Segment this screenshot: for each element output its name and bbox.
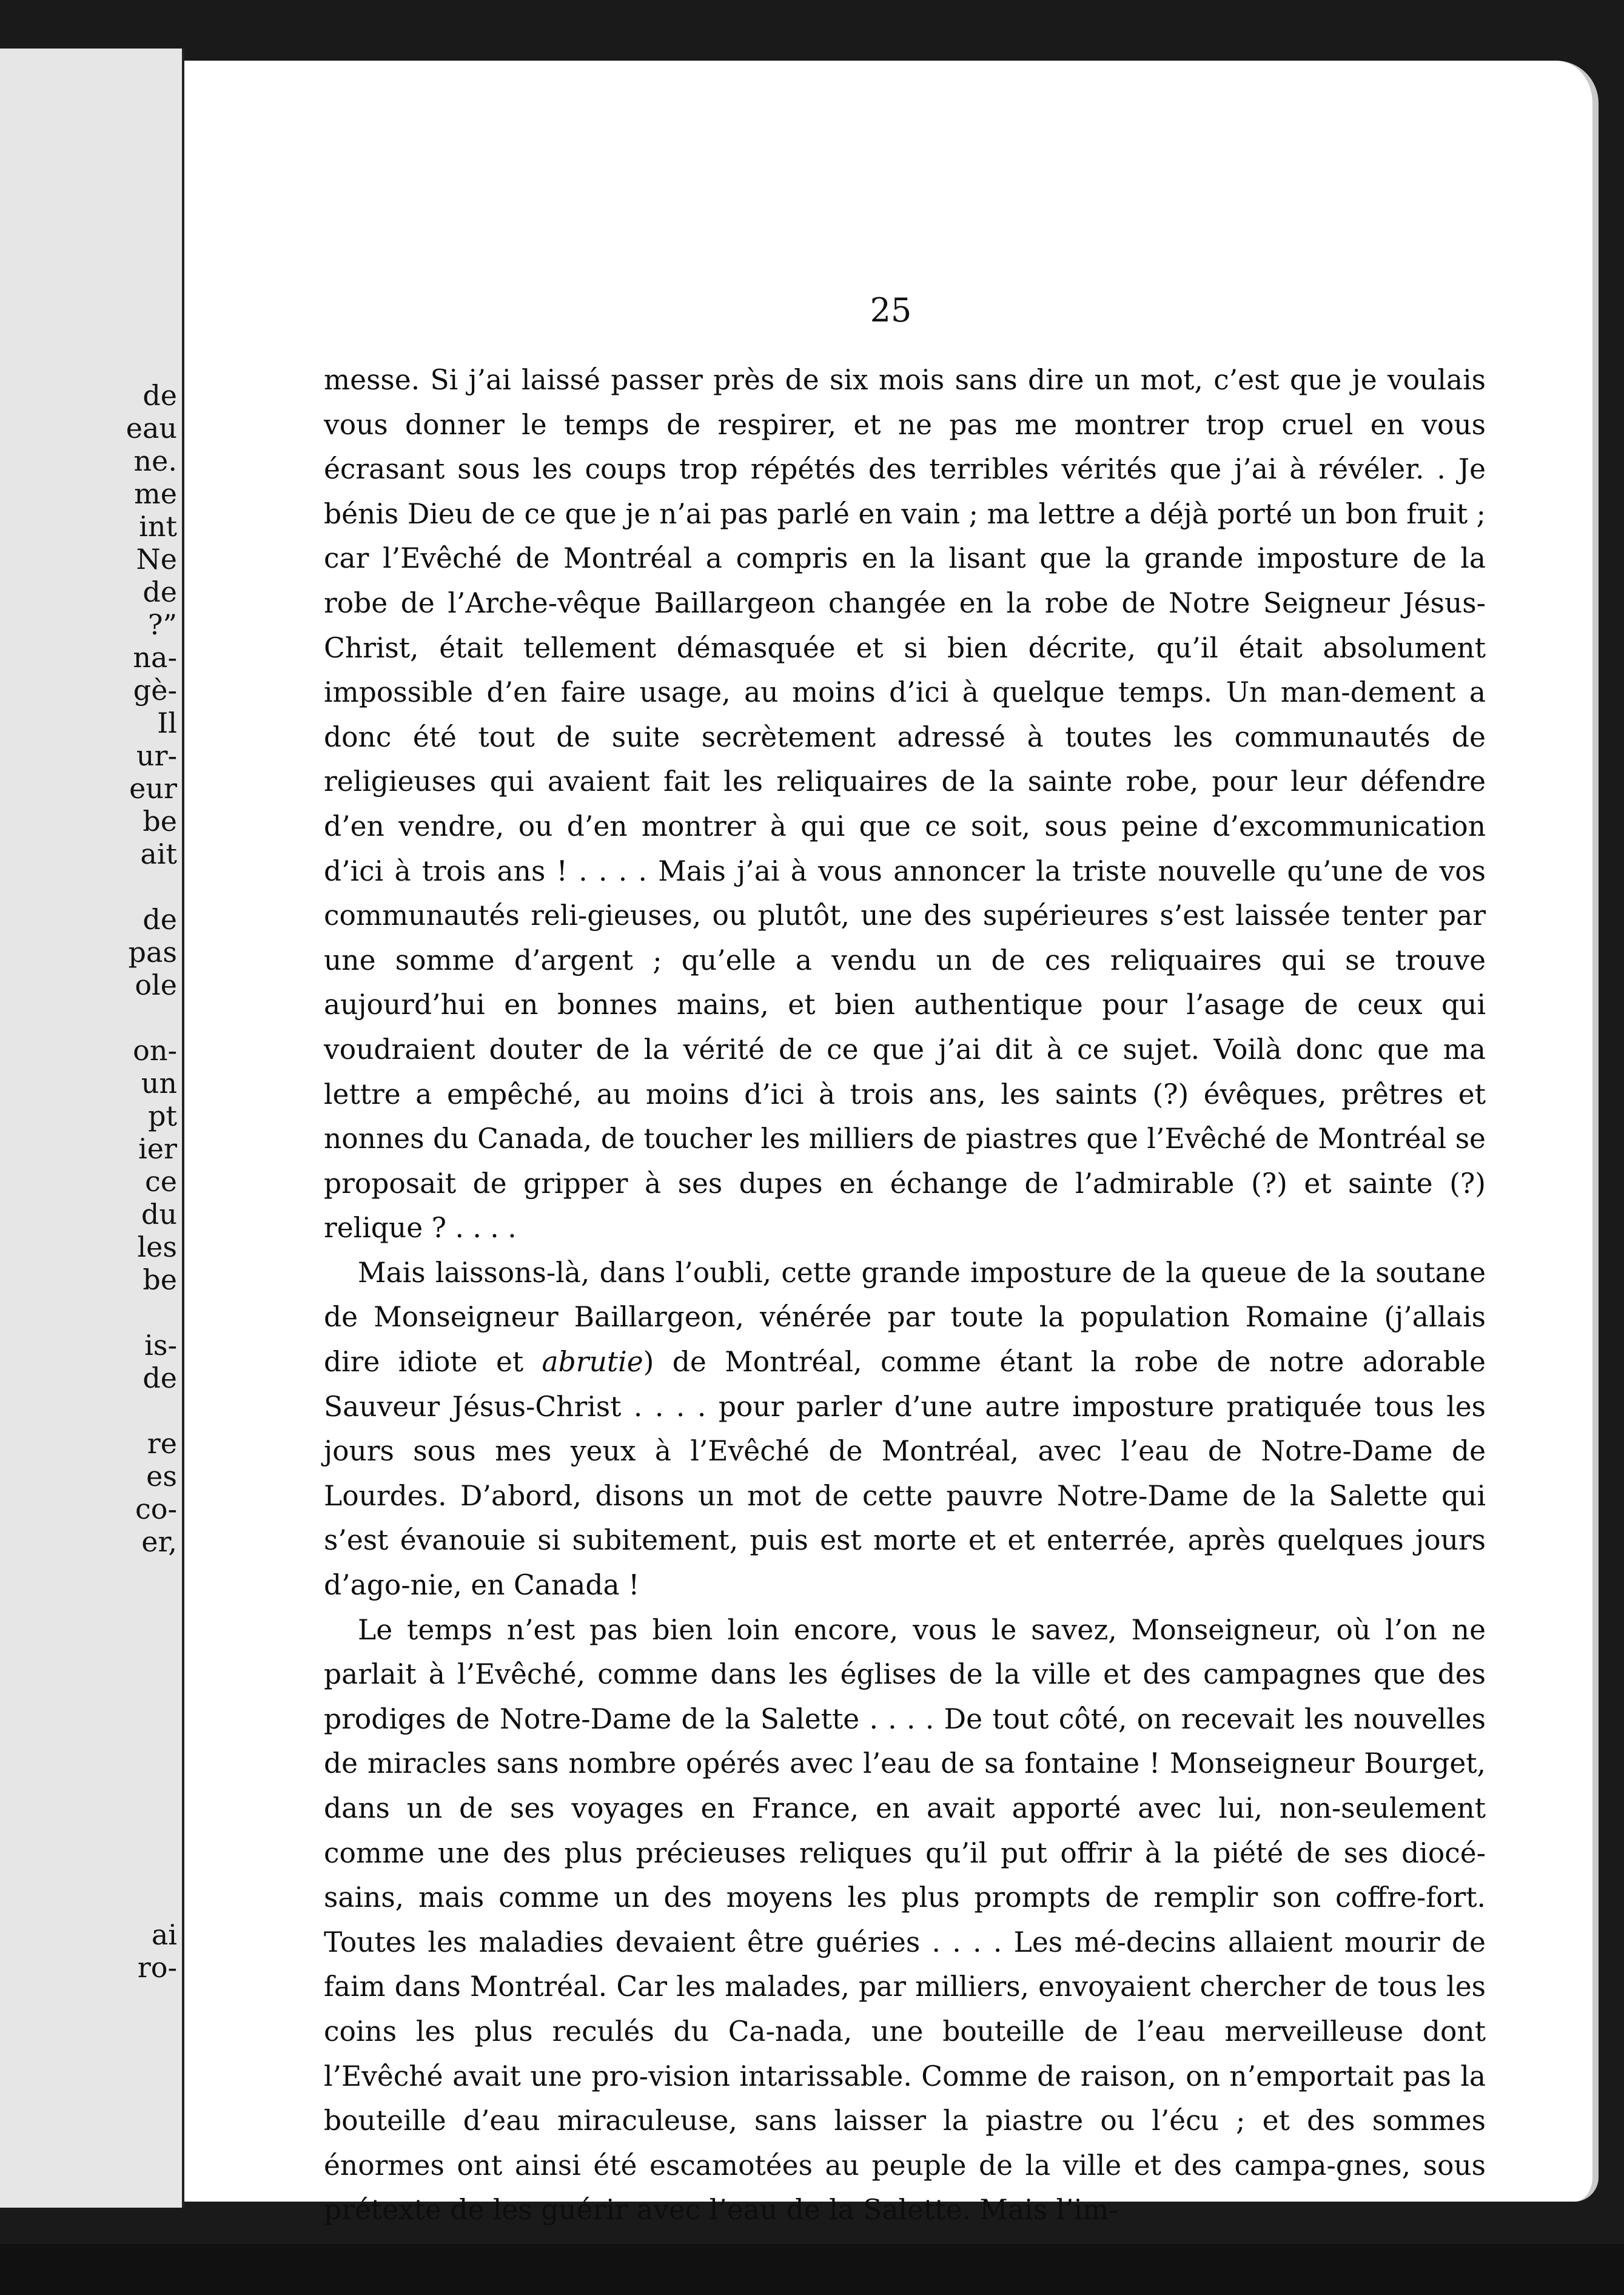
left-fragment: de xyxy=(143,576,177,608)
left-fragment: les xyxy=(137,1231,177,1263)
left-fragment: gè- xyxy=(133,674,177,707)
left-page-edge xyxy=(0,49,184,2208)
left-fragment: int xyxy=(139,510,177,543)
left-fragment: ne. xyxy=(133,445,177,477)
left-fragment: ?” xyxy=(147,608,177,641)
book-page xyxy=(184,61,1599,2226)
left-fragment: Ne xyxy=(136,543,177,576)
left-fragment xyxy=(4,870,177,903)
left-fragment xyxy=(4,1787,177,1820)
left-fragment: na- xyxy=(133,641,177,674)
left-page-text-fragments xyxy=(4,379,177,1984)
page-body xyxy=(324,358,1486,2233)
left-fragment: de xyxy=(143,379,177,412)
left-fragment: ro- xyxy=(137,1951,177,1984)
paragraph-2 xyxy=(324,1251,1486,1608)
left-fragment: ur- xyxy=(136,739,177,772)
left-fragment: eau xyxy=(126,412,177,445)
left-fragment: on- xyxy=(133,1034,177,1067)
left-fragment: ier xyxy=(138,1132,177,1165)
left-fragment xyxy=(4,1689,177,1722)
left-fragment: ce xyxy=(145,1165,177,1198)
left-fragment xyxy=(4,1853,177,1886)
left-fragment: du xyxy=(141,1198,177,1231)
left-fragment xyxy=(4,1624,177,1656)
left-fragment: de xyxy=(143,1362,177,1394)
left-fragment: ole xyxy=(135,969,177,1001)
paragraph-3: Le temps n’est pas bien loin encore, vous le savez, Monseigneur, où l’on ne parlait à l’Evêché, comme dans les églises de la ville et des campagnes que des prodiges de Notre-Dame de la Salette . . . . De tout côté, on recevait les nouvelles de miracles sans nombre opérés avec l’eau de sa fontaine ! Monseigneur Bourget, dans un de ses voyages en France, en avait apporté avec lui, non-seulement comme une des plus précieuses reliques qu’il put offrir à la piété de ses diocé-sains, mais comme un des moyens les plus prompts de remplir son coffre-fort. Toutes les maladies devaient être guéries . . . . Les mé-decins allaient mourir de faim dans Montréal. Car les malades, par milliers, envoyaient chercher de tous les coins les plus reculés du Ca-nada, une bouteille de l’eau merveilleuse dont l’Evêché avait une pro-vision intarissable. Comme de raison, on n’emportait pas la bouteille d’eau miraculeuse, sans laisser la piastre ou l’écu ; et des sommes énormes ont ainsi été escamotées au peuple de la ville et des campa-gnes, sous prétexte de les guérir avec l’eau de la Salette. Mais l’im- xyxy=(324,1613,1486,2226)
left-fragment: Il xyxy=(157,707,177,739)
left-fragment xyxy=(4,1296,177,1329)
left-fragment: ai xyxy=(151,1918,177,1951)
left-fragment xyxy=(4,1722,177,1755)
left-fragment: es xyxy=(146,1460,177,1493)
left-fragment xyxy=(4,1820,177,1853)
left-fragment: eur xyxy=(129,772,177,805)
left-fragment: pas xyxy=(128,936,177,969)
paragraph-2-italic: abrutie xyxy=(542,1346,643,1379)
left-fragment xyxy=(4,1656,177,1689)
left-fragment xyxy=(4,1755,177,1787)
left-fragment xyxy=(4,1001,177,1034)
paragraph-1: messe. Si j’ai laissé passer près de six mois sans dire un mot, c’est que je voulais vous donner le temps de respirer, et ne pas me montrer trop cruel en vous écrasant sous les coups trop répétés des terribles vérités que j’ai à révéler. . Je bénis Dieu de ce que je n’ai pas parlé en vain ; ma lettre a déjà porté un bon fruit ; car l’Evêché de Montréal a compris en la lisant que la grande imposture de la robe de l’Arche-vêque Baillargeon changée en la robe de Notre Seigneur Jésus-Christ, était tellement démasquée et si bien décrite, qu’il était absolument impossible d’en faire usage, au moins d’ici à quelque temps. Un man-dement a donc été tout de suite secrètement adressé à toutes les communautés de religieuses qui avaient fait les reliquaires de la sainte robe, pour leur défendre d’en vendre, ou d’en montrer à qui que ce soit, sous peine d’excommunication d’ici à trois ans ! . . . . Mais j’ai à vous annoncer la triste nouvelle qu’une de vos communautés reli-gieuses, ou plutôt, une des supérieures s’est laissée tenter par une somme d’argent ; qu’elle a vendu un de ces reliquaires qui se trouve aujourd’hui en bonnes mains, et bien authentique pour l’asage de ceux qui voudraient douter de la vérité de ce que j’ai dit à ce sujet. Voilà donc que ma lettre a empêché, au moins d’ici à trois ans, les saints (?) évêques, prêtres et nonnes du Canada, de toucher les milliers de piastres que l’Evêché de Montréal se proposait de gripper à ses dupes en échange de l’admirable (?) et sainte (?) relique ? . . . . xyxy=(324,364,1486,1245)
left-fragment xyxy=(4,1394,177,1427)
left-fragment: pt xyxy=(148,1100,177,1132)
scan-border xyxy=(0,2244,1624,2295)
left-fragment: er, xyxy=(141,1525,177,1558)
page-number: 25 xyxy=(870,291,912,329)
left-fragment: re xyxy=(147,1427,177,1460)
left-fragment xyxy=(4,1558,177,1591)
left-fragment: be xyxy=(143,1263,177,1296)
left-fragment: un xyxy=(141,1067,177,1100)
left-fragment: co- xyxy=(135,1493,177,1525)
paragraph-2-text-a: Mais laissons-là, dans l’oubli, cette grande imposture de la queue de la soutane de Monseigneur Baillargeon, vénérée par toute la population Romaine (j’allais dire idiote et xyxy=(324,1256,1486,1379)
left-fragment: be xyxy=(143,805,177,838)
left-fragment: me xyxy=(134,477,177,510)
left-fragment xyxy=(4,1886,177,1918)
left-fragment: de xyxy=(143,903,177,936)
left-fragment: is- xyxy=(144,1329,177,1362)
left-fragment: ait xyxy=(140,838,177,870)
paragraph-2-text-b: ) de Montréal, comme étant la robe de notre adorable Sauveur Jésus-Christ . . . . pour parler d’une autre imposture pratiquée tous les jours sous mes yeux à l’Evêché de Montréal, avec l’eau de Notre-Dame de Lourdes. D’abord, disons un mot de cette pauvre Notre-Dame de la Salette qui s’est évanouie si subitement, puis est morte et et enterrée, après quelques jours d’ago-nie, en Canada ! xyxy=(324,1346,1486,1602)
left-fragment xyxy=(4,1591,177,1624)
